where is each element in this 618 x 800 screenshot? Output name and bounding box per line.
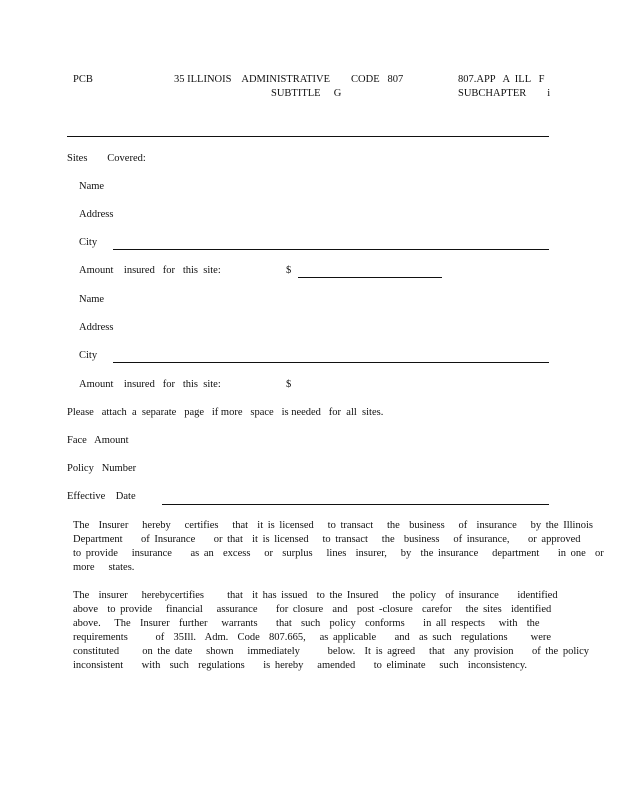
site1-city-label: City: [79, 237, 98, 248]
header-center-line2: SUBTITLE G: [271, 88, 342, 99]
header-right-line2: SUBCHAPTER i: [458, 88, 551, 99]
header-left: PCB: [73, 74, 93, 85]
site1-address-label: Address: [79, 209, 114, 220]
effective-date-line[interactable]: [162, 504, 549, 505]
effective-date-label: Effective Date: [67, 491, 136, 502]
site1-name-label: Name: [79, 181, 105, 192]
certification-paragraph: The Insurer hereby certifies that it is licensed to transact the business of insurance by the Illinois Department of Insurance or that it is licensed to transact the business of insurance, or approved to provide insurance as an excess or surplus lines insurer, by the insurance department in one or more states.: [73, 520, 604, 573]
site2-city-line[interactable]: [113, 362, 549, 363]
site1-amount-line[interactable]: [298, 277, 442, 278]
site2-amount-label: Amount insured for this site:: [79, 379, 221, 390]
face-amount-label: Face Amount: [67, 435, 129, 446]
site1-dollar-sign: $: [286, 265, 292, 276]
header-right-line1: 807.APP A ILL F: [458, 74, 545, 85]
site2-name-label: Name: [79, 294, 105, 305]
sites-heading: Sites Covered:: [67, 153, 146, 164]
site1-city-line[interactable]: [113, 249, 549, 250]
header-divider: [67, 136, 549, 137]
policy-number-label: Policy Number: [67, 463, 137, 474]
header-center-line1: 35 ILLINOIS ADMINISTRATIVE CODE 807: [174, 74, 404, 85]
site2-dollar-sign: $: [286, 379, 292, 390]
site1-amount-label: Amount insured for this site:: [79, 265, 221, 276]
site2-address-label: Address: [79, 322, 114, 333]
site2-city-label: City: [79, 350, 98, 361]
policy-paragraph: The insurer herebycertifies that it has issued to the Insured the policy of insurance identified above to provide financial assurance for closure and post -closure carefor the sites identified above. The Insurer further warrants that such policy conforms in all respects with the requirements of 35Ill. Adm. Code 807.665, as applicable and as such regulations were constituted on the date shown immediately below. It is agreed that any provision of the policy inconsistent with such regulations is hereby amended to eliminate such inconsistency.: [73, 590, 590, 671]
attach-note: Please attach a separate page if more space is needed for all sites.: [67, 407, 384, 418]
